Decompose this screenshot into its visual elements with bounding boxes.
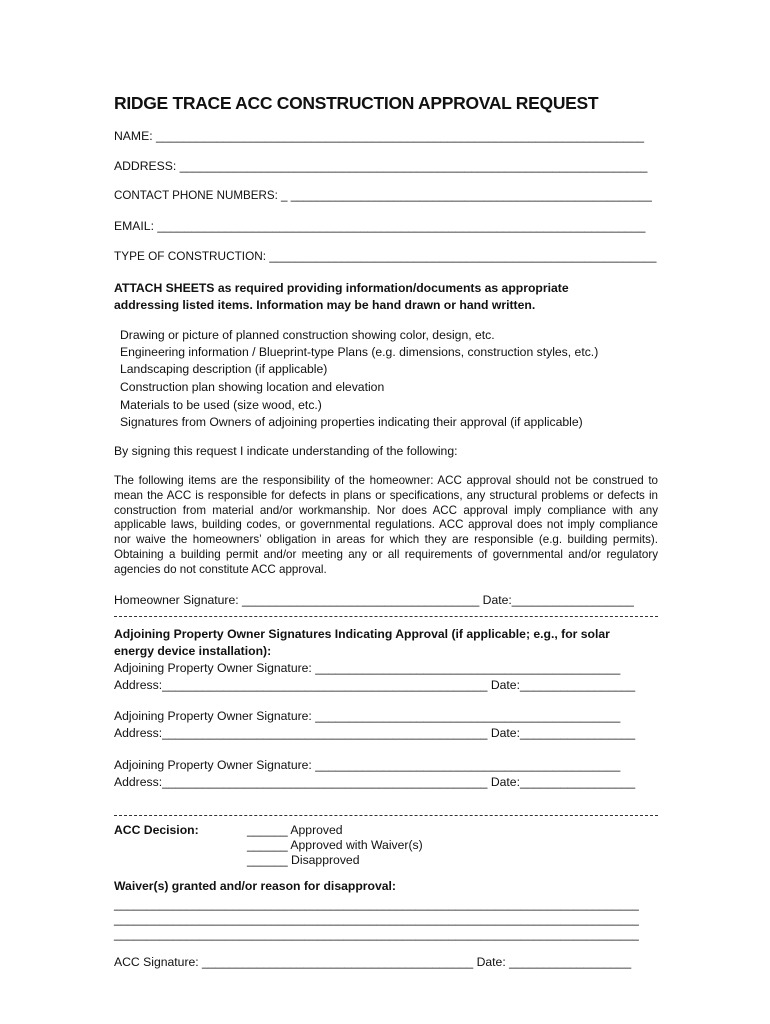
contact-phone-field[interactable]: CONTACT PHONE NUMBERS: _ ________________________________________________________ — [114, 189, 652, 202]
waiver-reason-line[interactable]: ________________________________________________________________________________ — [114, 912, 639, 926]
adjoining-owner-address-line[interactable]: Address:________________________________________________ Date:_________________ — [114, 775, 636, 789]
required-item: Drawing or picture of planned construction showing color, design, etc. — [120, 328, 495, 342]
page-title: RIDGE TRACE ACC CONSTRUCTION APPROVAL REQUEST — [114, 93, 599, 113]
understanding-intro: By signing this request I indicate understanding of the following: — [114, 444, 458, 458]
adjoining-owner-signature-line[interactable]: Adjoining Property Owner Signature: _____________________________________________ — [114, 709, 621, 723]
section-separator — [114, 815, 658, 816]
email-field[interactable]: EMAIL: ________________________________________________________________________ — [114, 219, 646, 233]
name-field[interactable]: NAME: ________________________________________________________________________ — [114, 129, 645, 143]
waiver-reason-line[interactable]: ________________________________________________________________________________ — [114, 927, 639, 941]
required-item: Landscaping description (if applicable) — [120, 362, 328, 376]
required-item: Materials to be used (size wood, etc.) — [120, 398, 322, 412]
decision-option-disapproved[interactable]: ______ Disapproved — [247, 853, 360, 867]
adjoining-owner-address-line[interactable]: Address:________________________________________________ Date:_________________ — [114, 726, 636, 740]
waiver-reason-label: Waiver(s) granted and/or reason for disapproval: — [114, 879, 396, 893]
adjoining-owner-signature-line[interactable]: Adjoining Property Owner Signature: _____________________________________________ — [114, 661, 621, 675]
required-item: Signatures from Owners of adjoining properties indicating their approval (if applicable) — [120, 415, 583, 429]
responsibility-paragraph: The following items are the responsibility of the homeowner: ACC approval should not be construed to mean the ACC is responsible for defects in plans or specifications, any structural problems or defects in construction from material and/or workmanship. Nor does ACC approval imply compliance with any applicable laws, building codes, or governmental regulations. ACC approval does not imply compliance nor waive the homeowners’ obligation in areas for which they are responsible (e.g. building permits). Obtaining a building permit and/or meeting any or all requirements of governmental and/or regulatory agencies do not constitute ACC approval. — [114, 474, 658, 576]
decision-option-approved[interactable]: ______ Approved — [247, 823, 343, 837]
waiver-reason-line[interactable]: ________________________________________________________________________________ — [114, 897, 639, 911]
construction-type-field[interactable]: TYPE OF CONSTRUCTION: ___________________________________________________________ — [114, 249, 657, 263]
attach-instructions-line1: ATTACH SHEETS as required providing information/documents as appropriate — [114, 281, 569, 295]
acc-decision-label: ACC Decision: — [114, 823, 199, 837]
decision-option-approved-with-waiver[interactable]: ______ Approved with Waiver(s) — [247, 838, 423, 852]
required-item: Engineering information / Blueprint-type Plans (e.g. dimensions, construction styles, etc.) — [120, 345, 599, 359]
adjoining-owner-signature-line[interactable]: Adjoining Property Owner Signature: _____________________________________________ — [114, 758, 621, 772]
adjoining-owner-address-line[interactable]: Address:________________________________________________ Date:_________________ — [114, 678, 636, 692]
homeowner-signature-line[interactable]: Homeowner Signature: ___________________________________ Date:__________________ — [114, 593, 634, 607]
attach-instructions-line2: addressing listed items. Information may be hand drawn or hand written. — [114, 298, 536, 312]
acc-signature-line[interactable]: ACC Signature: ________________________________________ Date: __________________ — [114, 955, 632, 969]
section-separator — [114, 616, 658, 617]
address-field[interactable]: ADDRESS: _____________________________________________________________________ — [114, 159, 648, 173]
adjoining-heading-line2: energy device installation): — [114, 644, 272, 658]
adjoining-heading-line1: Adjoining Property Owner Signatures Indicating Approval (if applicable; e.g., for solar — [114, 627, 610, 641]
required-item: Construction plan showing location and elevation — [120, 380, 385, 394]
